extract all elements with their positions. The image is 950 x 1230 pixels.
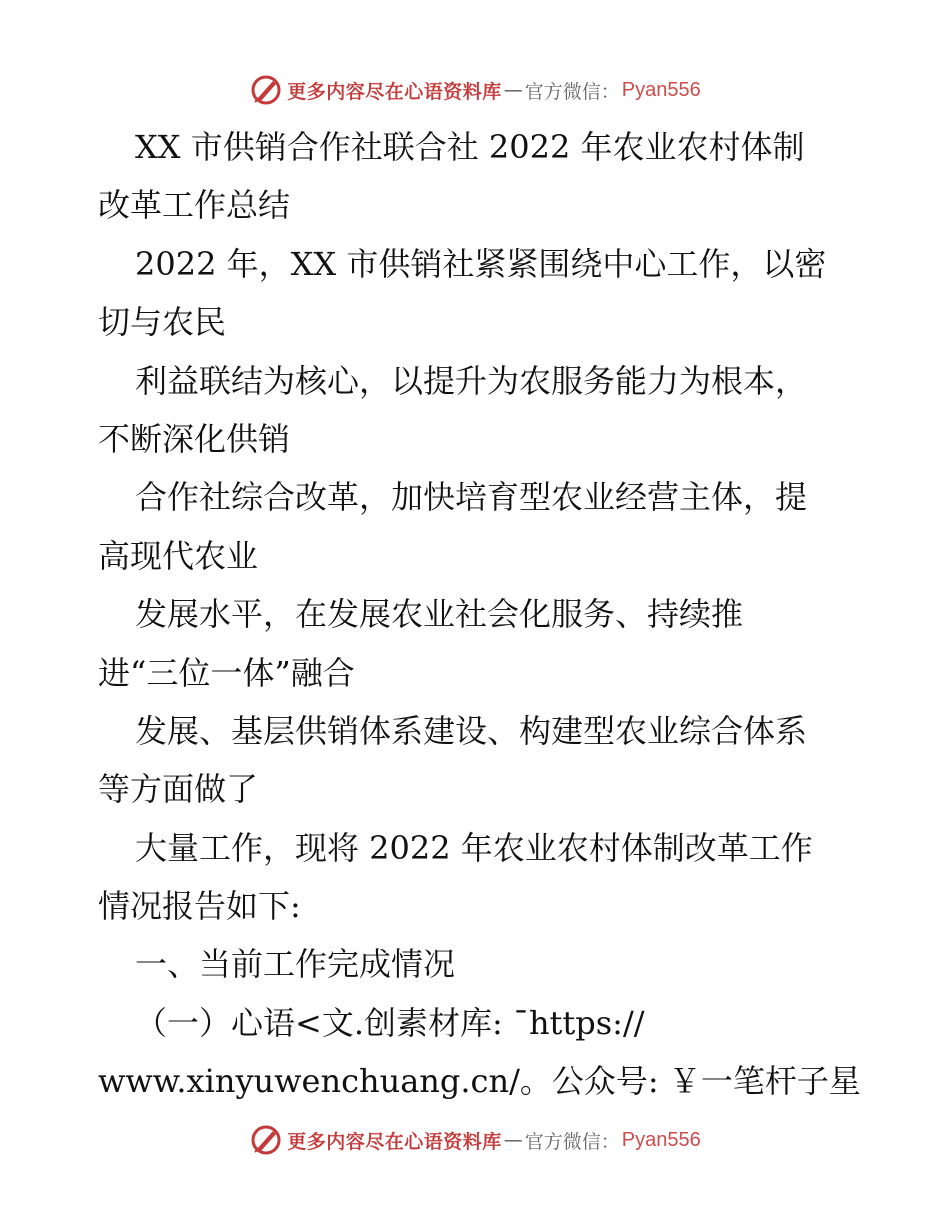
doc-title-line-1: XX 市供销合作社联合社 2022 年农业农村体制 bbox=[135, 128, 805, 166]
paragraph-line: 不断深化供销 bbox=[98, 419, 291, 458]
paragraph-line: 高现代农业 bbox=[98, 536, 259, 575]
doc-title-line-2: 改革工作总结 bbox=[98, 186, 291, 225]
banner-separator: — bbox=[503, 1129, 523, 1151]
paragraph-line: 发展水平，在发展农业社会化服务、持续推 bbox=[135, 595, 744, 634]
quill-logo-icon bbox=[249, 73, 283, 107]
paragraph-line: 利益联结为核心，以提升为农服务能力为根本， bbox=[135, 361, 808, 400]
paragraph-line: 等方面做了 bbox=[98, 770, 259, 809]
paragraph-line: 合作社综合改革，加快培育型农业经营主体，提 bbox=[135, 478, 808, 517]
paragraph-line: 大量工作，现将 2022 年农业农村体制改革工作 bbox=[135, 828, 813, 867]
banner-separator: — bbox=[503, 79, 523, 101]
banner-wechat-id: Pyan556 bbox=[621, 78, 701, 101]
top-banner bbox=[0, 70, 950, 110]
paragraph-line: 发展、基层供销体系建设、构建型农业综合体系 bbox=[135, 711, 808, 750]
banner-promo-text: 更多内容尽在心语资料库 bbox=[287, 80, 502, 103]
paragraph-line: 情况报告如下: bbox=[98, 887, 301, 926]
paragraph-line: 切与农民 bbox=[98, 303, 227, 342]
banner-wechat-label: 官方微信： bbox=[524, 80, 620, 103]
paragraph-line: 2022 年，XX 市供销社紧紧围绕中心工作，以密 bbox=[135, 244, 827, 283]
banner-wechat-label: 官方微信： bbox=[524, 1130, 620, 1153]
banner-wechat-id: Pyan556 bbox=[621, 1128, 701, 1151]
paragraph-line: www.xinyuwenchuang.cn/。公众号: ￥一笔杆子星 bbox=[98, 1062, 861, 1101]
section-heading: 一、当前工作完成情况 bbox=[135, 945, 456, 984]
paragraph-line: 进“三位一体”融合 bbox=[98, 653, 355, 692]
subsection-heading: （一）心语<文.创素材库: ¯https:// bbox=[135, 1003, 645, 1042]
banner-promo-text: 更多内容尽在心语资料库 bbox=[287, 1130, 502, 1153]
bottom-banner bbox=[0, 1120, 950, 1160]
document-body bbox=[98, 118, 861, 1111]
quill-logo-icon bbox=[249, 1123, 283, 1157]
